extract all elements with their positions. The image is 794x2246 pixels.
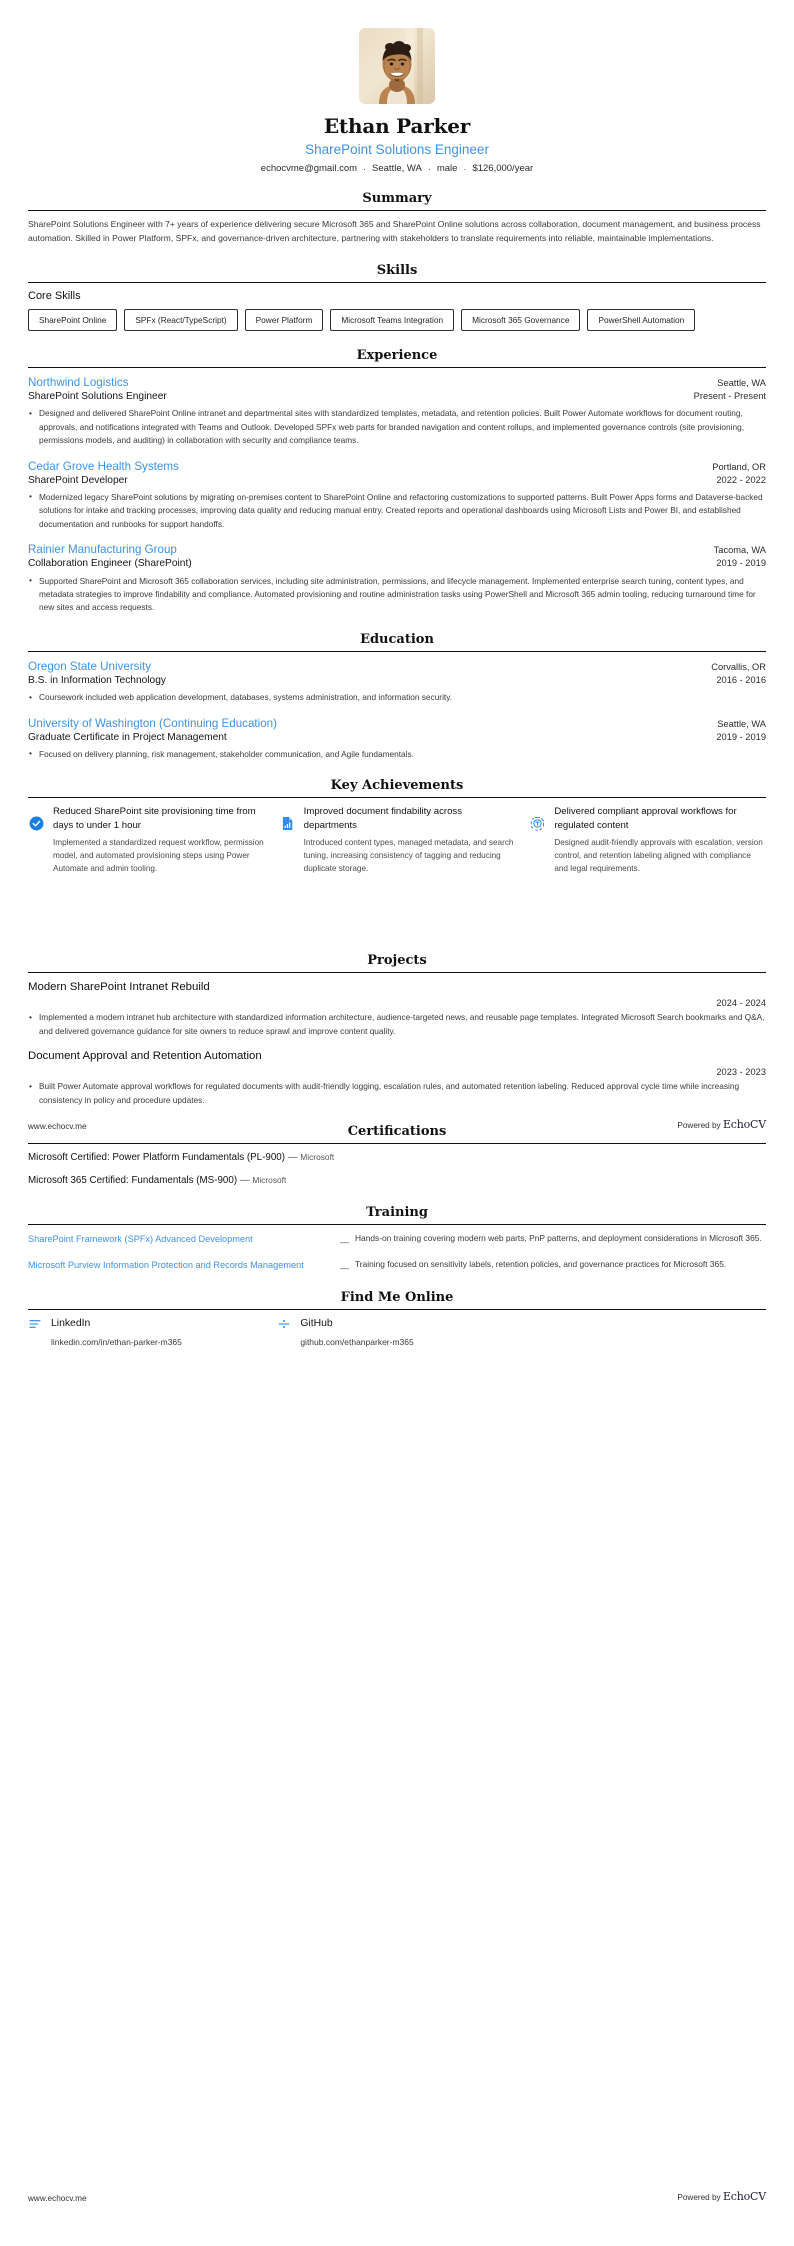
entry-bullet: • Coursework included web application development, databases, systems administration, and information security.	[28, 691, 766, 704]
contact-salary: $126,000/year	[472, 163, 534, 174]
skill-chip[interactable]: Microsoft Teams Integration	[330, 309, 454, 331]
footer-powered-by	[677, 1118, 766, 1131]
training-dash: —	[340, 1262, 349, 1273]
project-bullet-list	[28, 1080, 766, 1107]
certification-dash: —	[237, 1174, 253, 1186]
page-footer	[0, 2190, 794, 2203]
footer-brand: EchoCV	[722, 1118, 766, 1131]
entry-subheader-row	[28, 731, 766, 745]
skill-chip[interactable]: PowerShell Automation	[587, 309, 695, 331]
achievement-title: Reduced SharePoint site provisioning time from days to under 1 hour	[53, 806, 256, 831]
entry-dates: 2016 - 2016	[716, 674, 766, 685]
summary-text: SharePoint Solutions Engineer with 7+ years of experience delivering secure Microsoft 365 and SharePoint Online solutions across collaboration, document management, and business process automation. Skilled in Power Platform, SPFx, and governance-driven architecture, partnering with stakeholders to translate requirements into reliable, maintainable implementations.	[28, 219, 761, 243]
training-name[interactable]: Microsoft Purview Information Protection and Records Management	[28, 1259, 304, 1270]
certification-name: Microsoft Certified: Power Platform Fundamentals (PL-900)	[28, 1152, 285, 1164]
online-link-url[interactable]: linkedin.com/in/ethan-parker-m365	[51, 1336, 182, 1347]
footer-powered-label: Powered by	[677, 2193, 721, 2202]
entry-bullet-list	[28, 691, 766, 704]
project-title: Document Approval and Retention Automation	[28, 1050, 262, 1063]
certification-row	[28, 1151, 766, 1165]
footer-powered-by	[677, 2190, 766, 2203]
training-description: Hands-on training covering modern web parts, PnP patterns, and deployment considerations in Microsoft 365.	[355, 1232, 762, 1243]
online-link-url[interactable]: github.com/ethanparker-m365	[300, 1336, 414, 1347]
entry-header-row	[28, 716, 766, 731]
project-bullet-list	[28, 1011, 766, 1038]
online-link-header	[28, 1317, 267, 1331]
achievement-title: Improved document findability across departments	[303, 806, 463, 831]
entry-header-row	[28, 375, 766, 390]
online-link-label: LinkedIn	[51, 1318, 91, 1330]
project-entry	[28, 1049, 766, 1107]
training-description: Training focused on sensitivity labels, retention policies, and governance practices for Microsoft 365.	[355, 1258, 727, 1269]
contact-separator: ·	[463, 163, 467, 174]
education-entry-list	[28, 652, 766, 762]
entry-dates: 2019 - 2019	[716, 731, 766, 742]
entry-bullet: • Supported SharePoint and Microsoft 365 collaboration services, including site administration, permissions, and lifecycle management. Implemented enterprise search tuning, content types, and metadata strategies to improve findability and compliance. Automated provisioning and routine administration tasks using PowerShell and Microsoft 365 admin tooling, reducing turnaround time for new sites and access requests.	[28, 575, 766, 615]
contact-line	[28, 163, 766, 174]
entry-location: Seattle, WA	[717, 718, 766, 729]
entry-bullet: • Focused on delivery planning, risk management, stakeholder communication, and Agile fundamentals.	[28, 748, 766, 761]
entry	[28, 659, 766, 705]
github-icon	[277, 1317, 291, 1331]
achievement-description: Introduced content types, managed metadata, and search tuning, increasing consistency of tagging and reducing duplicate storage.	[303, 837, 514, 873]
skill-chip[interactable]: Power Platform	[245, 309, 324, 331]
certification-row	[28, 1174, 766, 1188]
entry-organization[interactable]: Oregon State University	[28, 659, 152, 673]
linkedin-icon	[28, 1317, 42, 1331]
section-title-find-me-online: Find Me Online	[340, 1289, 454, 1305]
skill-chip[interactable]: SharePoint Online	[28, 309, 117, 331]
section-title-training: Training	[366, 1204, 428, 1220]
section-certifications	[28, 1124, 766, 1187]
contact-separator: ·	[363, 163, 367, 174]
entry-dates: 2022 - 2022	[716, 474, 766, 485]
contact-email: echocvme@gmail.com	[260, 163, 358, 174]
section-title-projects: Projects	[367, 953, 427, 969]
section-title-key-achievements: Key Achievements	[330, 778, 464, 794]
project-entry	[28, 980, 766, 1038]
entry-location: Portland, OR	[712, 461, 766, 472]
experience-entry-list	[28, 368, 766, 615]
achievement-card-list	[28, 805, 766, 875]
document-chart-icon	[279, 815, 296, 832]
achievement-body	[304, 805, 516, 875]
footer-powered-label: Powered by	[677, 1121, 721, 1130]
achievement-body	[53, 805, 265, 875]
project-title: Modern SharePoint Intranet Rebuild	[28, 981, 210, 994]
contact-gender: male	[436, 163, 458, 174]
entry	[28, 542, 766, 615]
project-bullet: • Implemented a modern intranet hub architecture with standardized information architecture, audience-targeted news, and reusable page templates. Integrated Microsoft Search bookmarks and Q&A, and delivered governance guidance for site owners to reduce sprawl and improve content quality.	[28, 1011, 766, 1038]
entry-dates: Present - Present	[693, 390, 766, 401]
skills-chip-list	[28, 309, 766, 331]
online-link[interactable]	[28, 1317, 267, 1347]
achievement-body	[554, 805, 766, 875]
online-link-header	[277, 1317, 516, 1331]
entry-role: Collaboration Engineer (SharePoint)	[28, 558, 192, 570]
entry	[28, 375, 766, 448]
entry-location: Seattle, WA	[717, 377, 766, 388]
resume-header	[28, 0, 766, 174]
section-training	[28, 1205, 766, 1273]
achievement-card	[279, 805, 516, 875]
contact-separator: ·	[427, 163, 431, 174]
avatar	[359, 28, 435, 104]
entry-bullet-list	[28, 748, 766, 761]
skill-chip[interactable]: SPFx (React/TypeScript)	[124, 309, 237, 331]
certification-issuer: Microsoft	[252, 1174, 287, 1185]
achievement-card	[28, 805, 265, 875]
entry-bullet-list	[28, 575, 766, 615]
skill-chip[interactable]: Microsoft 365 Governance	[461, 309, 580, 331]
contact-location: Seattle, WA	[372, 163, 422, 174]
footer-brand: EchoCV	[722, 2190, 766, 2203]
project-bullet: • Built Power Automate approval workflows for regulated documents with audit-friendly logging, escalation rules, and automated retention labeling. Reduced approval cycle time while increasing consistency in policy and procedure updates.	[28, 1080, 766, 1107]
entry-subheader-row	[28, 390, 766, 404]
skills-group-label: Core Skills	[28, 289, 81, 302]
section-projects	[28, 953, 766, 1107]
avatar-wrapper	[28, 28, 766, 104]
section-title-education: Education	[360, 631, 434, 647]
achievement-description: Designed audit-friendly approvals with escalation, version control, and retention labeling aligned with compliance and legal requirements.	[554, 837, 763, 873]
entry-bullet-list	[28, 407, 766, 447]
entry-organization[interactable]: Cedar Grove Health Systems	[28, 459, 179, 473]
training-row	[28, 1258, 766, 1273]
section-title-summary: Summary	[362, 191, 432, 206]
entry-role: B.S. in Information Technology	[28, 674, 166, 686]
entry-subheader-row	[28, 474, 766, 488]
section-education	[28, 632, 766, 762]
project-dates: 2024 - 2024	[716, 998, 766, 1009]
page-footer	[0, 1118, 794, 1131]
entry-role: Graduate Certificate in Project Management	[28, 731, 227, 743]
entry-location: Tacoma, WA	[713, 545, 766, 556]
entry-subheader-row	[28, 674, 766, 688]
certification-dash: —	[285, 1152, 301, 1164]
footer-site-url: www.echocv.me	[28, 1122, 87, 1131]
section-title-experience: Experience	[356, 347, 438, 363]
compliance-target-icon	[529, 815, 546, 832]
entry-organization[interactable]: Northwind Logistics	[28, 375, 129, 389]
section-title-skills: Skills	[376, 262, 418, 278]
entry-header-row	[28, 659, 766, 674]
section-find-me-online	[28, 1290, 766, 1347]
achievement-description: Implemented a standardized request workflow, permission model, and automated provisioning steps using Power Automate and admin tooling.	[53, 837, 264, 873]
section-title-certifications: Certifications	[347, 1124, 447, 1140]
training-dash: —	[340, 1236, 349, 1247]
project-dates: 2023 - 2023	[716, 1067, 766, 1078]
entry-header-row	[28, 542, 766, 557]
check-circle-icon	[28, 815, 45, 832]
entry-dates: 2019 - 2019	[716, 558, 766, 569]
entry	[28, 716, 766, 762]
entry-location: Corvallis, OR	[711, 661, 766, 672]
entry-role: SharePoint Developer	[28, 474, 128, 486]
entry-subheader-row	[28, 557, 766, 571]
achievement-card	[529, 805, 766, 875]
footer-site-url: www.echocv.me	[28, 2194, 87, 2203]
entry	[28, 459, 766, 532]
certification-name: Microsoft 365 Certified: Fundamentals (MS-900)	[28, 1174, 238, 1186]
entry-organization[interactable]: University of Washington (Continuing Education)	[28, 716, 277, 730]
certification-list	[28, 1144, 766, 1187]
entry-bullet-list	[28, 491, 766, 531]
training-row	[28, 1232, 766, 1247]
section-skills	[28, 263, 766, 331]
online-link-label: GitHub	[300, 1318, 333, 1330]
entry-header-row	[28, 459, 766, 474]
entry-bullet: • Designed and delivered SharePoint Online intranet and departmental sites with standardized templates, metadata, and retention policies. Built Power Automate workflows for document routing, approvals, and notifications integrated with Teams and Outlook. Developed SPFx web parts for branded navigation and content rollups, and implemented governance controls (site provisioning, permissions models, and auditing) in collaboration with security and compliance teams.	[28, 407, 766, 447]
entry-organization[interactable]: Rainier Manufacturing Group	[28, 543, 177, 557]
page-title: Ethan Parker	[323, 114, 471, 138]
training-name[interactable]: SharePoint Framework (SPFx) Advanced Development	[28, 1233, 253, 1244]
section-experience	[28, 348, 766, 615]
section-summary	[28, 191, 766, 246]
entry-role: SharePoint Solutions Engineer	[28, 390, 167, 402]
job-title: SharePoint Solutions Engineer	[305, 142, 489, 157]
achievement-title: Delivered compliant approval workflows for regulated content	[554, 806, 737, 831]
project-entry-list	[28, 973, 766, 1107]
entry-bullet: • Modernized legacy SharePoint solutions by migrating on-premises content to SharePoint Online and refactoring customizations to supported patterns. Built Power Apps forms and Dataverse-backed solutions for intake and tracking processes, improving data quality and reducing manual entry. Created reports and operational dashboards using Microsoft Lists and Power BI, and established documentation and runbooks for support handoffs.	[28, 491, 766, 531]
online-link-list	[28, 1317, 766, 1347]
certification-issuer: Microsoft	[300, 1152, 335, 1163]
online-link[interactable]	[277, 1317, 516, 1347]
training-list	[28, 1225, 766, 1273]
section-key-achievements	[28, 778, 766, 875]
